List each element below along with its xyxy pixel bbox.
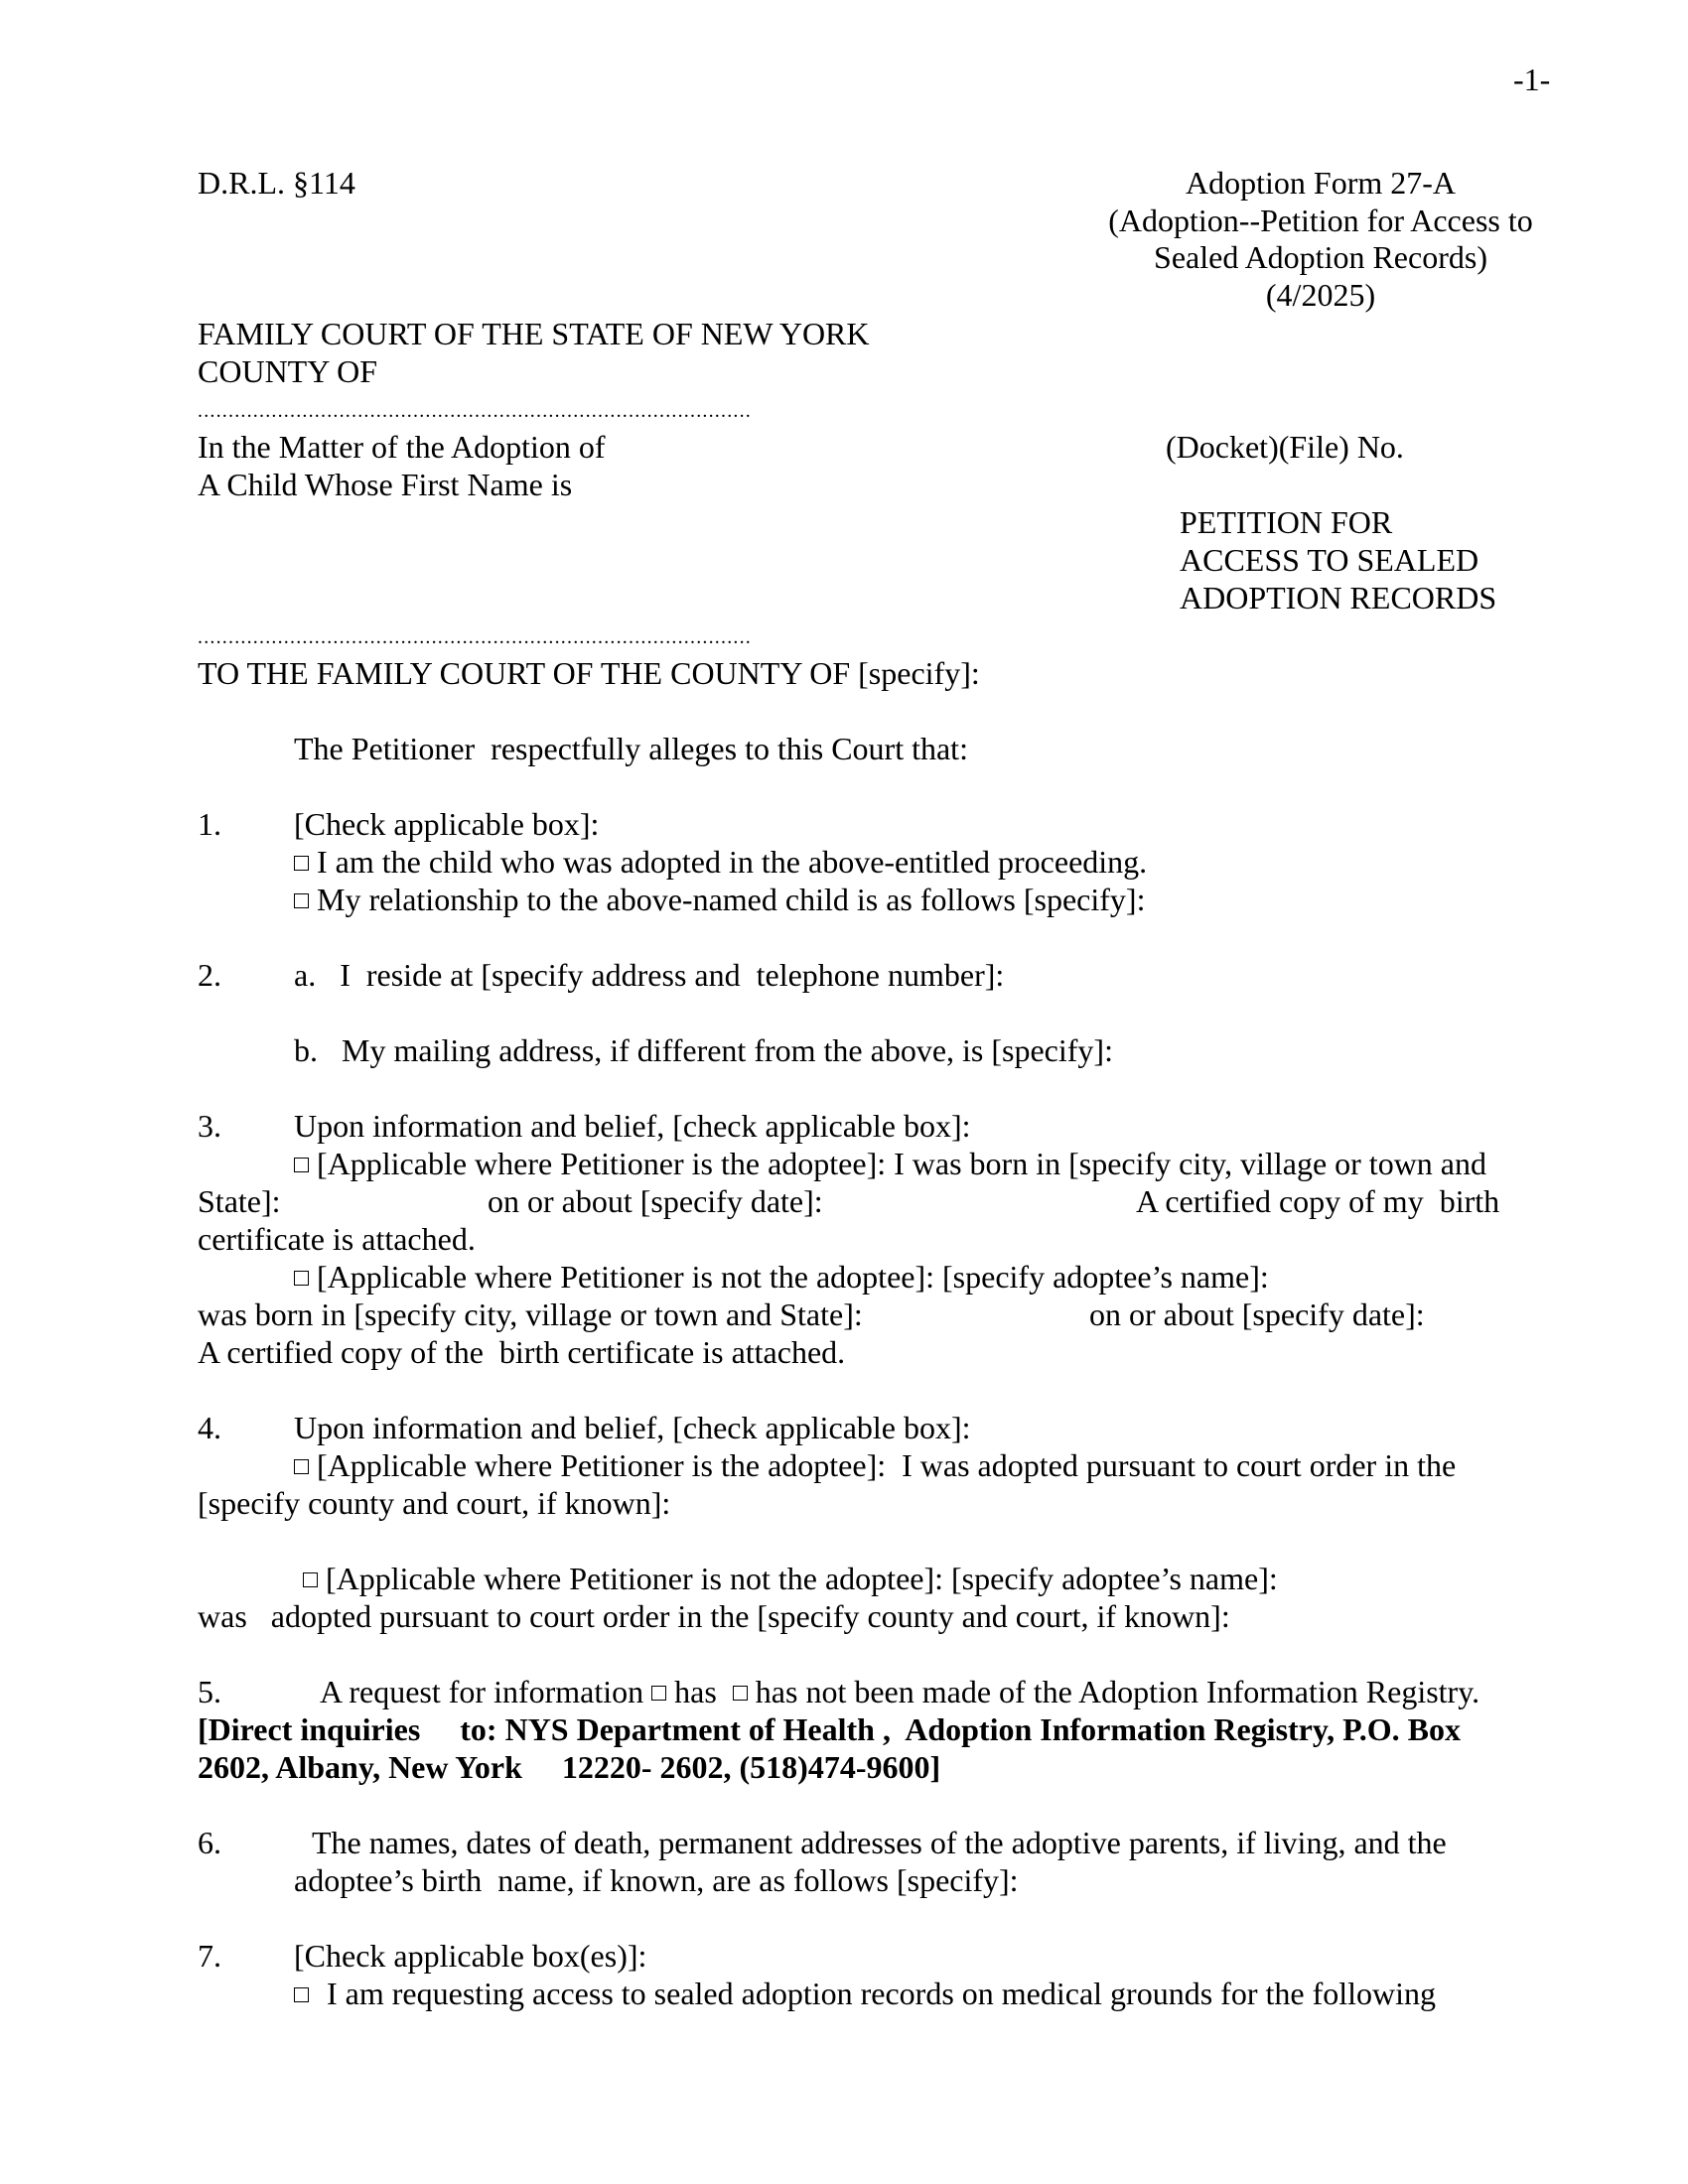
matter-line-1: In the Matter of the Adoption of — [198, 429, 606, 465]
item-1-option-relationship — [294, 882, 1145, 919]
item-2-number: 2. — [198, 957, 221, 993]
checkbox-born-not-adoptee[interactable] — [294, 1271, 309, 1286]
checkbox-has-not[interactable] — [733, 1686, 748, 1701]
item-5-registry-request — [320, 1674, 1479, 1711]
document-title-2: ACCESS TO SEALED — [1180, 542, 1479, 578]
item-7-instruction: [Check applicable box(es)]: — [294, 1938, 647, 1974]
item-3-date-label-2: on or about [specify date]: — [1089, 1297, 1425, 1332]
registry-inquiry-info-2: 2602, Albany, New York 12220- 2602, (518)474-9600] — [198, 1749, 941, 1785]
item-3-instruction: Upon information and belief, [check applicable box]: — [294, 1108, 971, 1144]
checkbox-adopted-adoptee[interactable] — [294, 1459, 309, 1474]
item-4-number: 4. — [198, 1410, 221, 1445]
item-7-number: 7. — [198, 1938, 221, 1974]
item-3-option-adoptee — [294, 1146, 1486, 1183]
item-2b-mailing-address: b. My mailing address, if different from the above, is [specify]: — [294, 1032, 1113, 1068]
has-label: has — [674, 1674, 717, 1709]
option-label: [Applicable where Petitioner is not the adoptee]: [specify adoptee’s name]: — [326, 1561, 1278, 1596]
option-label: My relationship to the above-named child is as follows [specify]: — [317, 882, 1146, 917]
form-title: Adoption Form 27-A — [1186, 165, 1456, 201]
item-3-date-label: on or about [specify date]: — [488, 1183, 823, 1219]
item-5-number: 5. — [198, 1674, 221, 1709]
item-4-option-adoptee — [294, 1447, 1456, 1485]
form-subtitle-1: (Adoption--Petition for Access to — [1108, 202, 1533, 238]
petition-intro: The Petitioner respectfully alleges to this Court that: — [294, 731, 968, 766]
checkbox-medical-grounds[interactable] — [294, 1987, 309, 2002]
option-label: [Applicable where Petitioner is the adoptee]: I was born in [specify city, village or town and — [317, 1146, 1486, 1181]
option-label: [Applicable where Petitioner is not the adoptee]: [specify adoptee’s name]: — [317, 1259, 1269, 1295]
document-title-1: PETITION FOR — [1180, 504, 1393, 540]
court-address-line: TO THE FAMILY COURT OF THE COUNTY OF [specify]: — [198, 655, 980, 691]
checkbox-has[interactable] — [651, 1686, 666, 1701]
item-6-number: 6. — [198, 1825, 221, 1860]
docket-number-label: (Docket)(File) No. — [1166, 429, 1404, 465]
item-4-option-not-adoptee — [303, 1561, 1278, 1598]
item-4-county-court: [specify county and court, if known]: — [198, 1485, 671, 1521]
form-identifier — [1072, 165, 1569, 314]
option-label: I am requesting access to sealed adoption records on medical grounds for the following — [327, 1976, 1436, 2011]
checkbox-relationship[interactable] — [294, 893, 309, 908]
item-3-option-not-adoptee — [294, 1259, 1269, 1297]
option-label: [Applicable where Petitioner is the adoptee]: I was adopted pursuant to court order in the — [317, 1447, 1457, 1483]
item-3-number: 3. — [198, 1108, 221, 1144]
county-label: COUNTY OF — [198, 353, 378, 389]
item-2a-residence: a. I reside at [specify address and telephone number]: — [294, 957, 1005, 993]
item-3-certificate-attached-2: A certified copy of the birth certificate is attached. — [198, 1334, 846, 1370]
item-1-number: 1. — [198, 806, 221, 842]
registry-inquiry-info-1: [Direct inquiries to: NYS Department of Health , Adoption Information Registry, P.O. Box — [198, 1711, 1461, 1747]
item-3-certified-copy: A certified copy of my birth — [1136, 1183, 1500, 1219]
item-3-certificate-attached: certificate is attached. — [198, 1221, 476, 1257]
document-title-3: ADOPTION RECORDS — [1180, 580, 1497, 615]
court-name: FAMILY COURT OF THE STATE OF NEW YORK — [198, 316, 870, 351]
form-date: (4/2025) — [1265, 276, 1376, 313]
matter-line-2: A Child Whose First Name is — [198, 467, 573, 502]
caption-separator-bottom: .......................................................................................... — [198, 626, 752, 648]
has-not-label: has not been made of the Adoption Information Registry. — [755, 1674, 1480, 1709]
statute-reference: D.R.L. §114 — [198, 165, 355, 201]
item-3-born-in-label: was born in [specify city, village or town and State]: — [198, 1297, 863, 1332]
item-4-adopted-pursuant: was adopted pursuant to court order in the [specify county and court, if known]: — [198, 1598, 1230, 1634]
checkbox-adoptee[interactable] — [294, 856, 309, 871]
page-number: -1- — [1513, 62, 1551, 97]
option-label: I am the child who was adopted in the above-entitled proceeding. — [317, 844, 1148, 880]
checkbox-adopted-not-adoptee[interactable] — [303, 1572, 318, 1587]
item-3-state-label: State]: — [198, 1183, 281, 1219]
item-4-instruction: Upon information and belief, [check applicable box]: — [294, 1410, 971, 1445]
checkbox-born-adoptee[interactable] — [294, 1158, 309, 1172]
item-6-line-1: The names, dates of death, permanent addresses of the adoptive parents, if living, and the — [312, 1825, 1447, 1860]
item-1-instruction: [Check applicable box]: — [294, 806, 600, 842]
item-6-line-2: adoptee’s birth name, if known, are as follows [specify]: — [294, 1862, 1019, 1898]
caption-separator-top: .......................................................................................... — [198, 400, 752, 422]
item-1-option-adoptee — [294, 844, 1147, 882]
form-subtitle-2: Sealed Adoption Records) — [1154, 239, 1487, 276]
item-7-option-medical — [294, 1976, 1436, 2013]
request-label: A request for information — [320, 1674, 644, 1709]
